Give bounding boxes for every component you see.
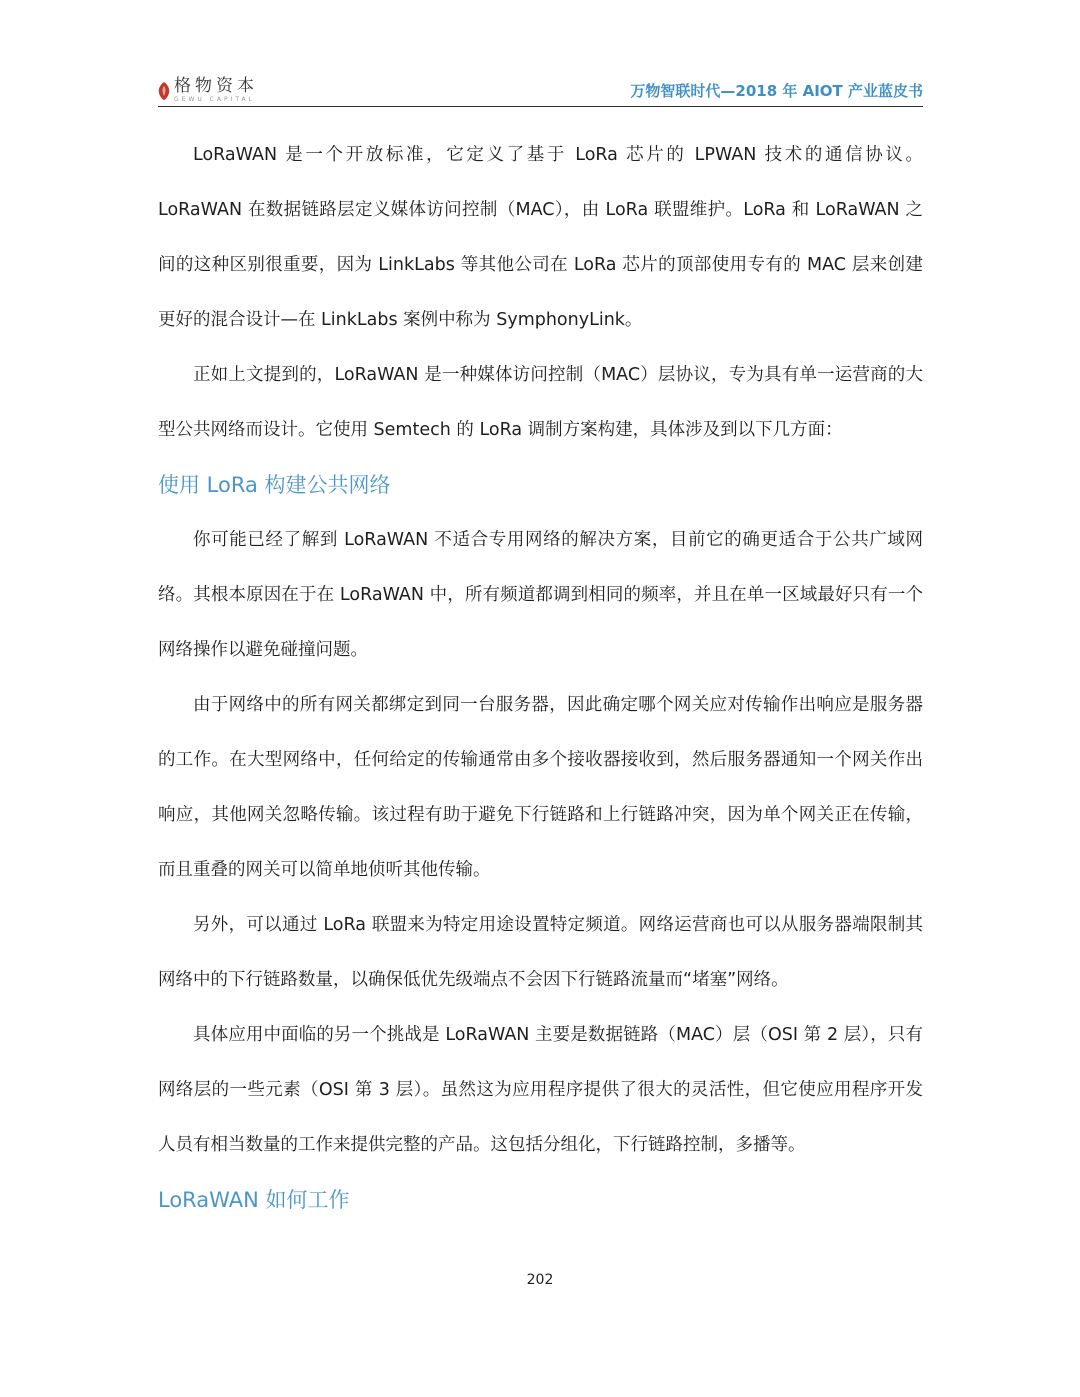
section-heading-how-lorawan-works: LoRaWAN 如何工作 — [158, 1188, 350, 1212]
paragraph-gateway-server: 由于网络中的所有网关都绑定到同一台服务器，因此确定哪个网关应对传输作出响应是服务器的工作。在大型网络中，任何给定的传输通常由多个接收器接收到，然后服务器通知一个网关作出响应，其他网关忽略传输。该过程有助于避免下行链路和上行链路冲突，因为单个网关正在传输，而且重叠的网关可以简单地侦听其他传输。 — [158, 695, 923, 880]
document-title: 万物智联时代—2018 年 AIOT 产业蓝皮书 — [630, 82, 923, 100]
paragraph-public-wan: 你可能已经了解到 LoRaWAN 不适合专用网络的解决方案，目前它的确更适合于公共广域网络。其根本原因在于在 LoRaWAN 中，所有频道都调到相同的频率，并且在单一区域最好只有一个网络操作以避免碰撞问题。 — [158, 530, 923, 660]
page-content — [158, 128, 923, 1228]
paragraph-challenges: 具体应用中面临的另一个挑战是 LoRaWAN 主要是数据链路（MAC）层（OSI 第 2 层），只有网络层的一些元素（OSI 第 3 层）。虽然这为应用程序提供了很大的灵活性，但它使应用程序开发人员有相当数量的工作来提供完整的产品。这包括分组化，下行链路控制，多播等。 — [158, 1025, 923, 1155]
paragraph-channels: 另外，可以通过 LoRa 联盟来为特定用途设置特定频道。网络运营商也可以从服务器端限制其网络中的下行链路数量，以确保低优先级端点不会因下行链路流量而“堵塞”网络。 — [158, 915, 923, 990]
page-number: 202 — [526, 1272, 554, 1288]
logo — [158, 78, 258, 108]
logo-english-name: GEWU CAPITAL — [174, 96, 255, 103]
header-divider — [158, 106, 923, 107]
page-header — [158, 72, 923, 108]
section-heading-public-network: 使用 LoRa 构建公共网络 — [158, 473, 391, 497]
paragraph-lorawan-definition: LoRaWAN 是一个开放标准，它定义了基于 LoRa 芯片的 LPWAN 技术的通信协议。LoRaWAN 在数据链路层定义媒体访问控制（MAC），由 LoRa 联盟维护。LoRa 和 LoRaWAN 之间的这种区别很重要，因为 LinkLabs 等其他公司在 LoRa 芯片的顶部使用专有的 MAC 层来创建更好的混合设计—在 LinkLabs 案例中称为 SymphonyLink。 — [158, 145, 923, 330]
logo-mark-icon — [158, 82, 170, 100]
logo-chinese-name: 格物资本 — [174, 76, 258, 96]
paragraph-mac-protocol: 正如上文提到的，LoRaWAN 是一种媒体访问控制（MAC）层协议，专为具有单一运营商的大型公共网络而设计。它使用 Semtech 的 LoRa 调制方案构建，具体涉及到以下几方面： — [158, 365, 923, 440]
